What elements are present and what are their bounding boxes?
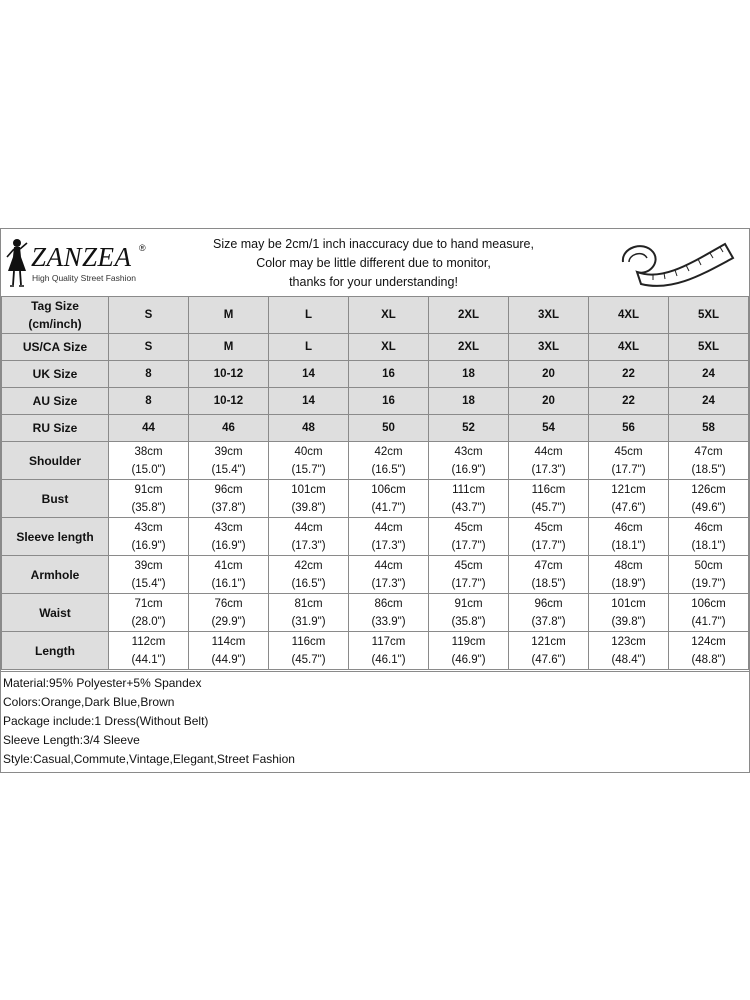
tag-size-header: Tag Size (cm/inch) — [2, 297, 109, 334]
inch-value: (17.7") — [451, 577, 486, 590]
measurement-cell — [189, 632, 269, 670]
cm-value: 47cm — [534, 559, 563, 572]
inch-value: (48.4") — [611, 653, 646, 666]
measurement-cell — [509, 480, 589, 518]
measurement-cell — [189, 556, 269, 594]
inch-value: (29.9") — [211, 615, 246, 628]
measurement-cell — [509, 442, 589, 480]
inch-value: (19.7") — [691, 577, 726, 590]
measurement-cell — [269, 556, 349, 594]
measurement-cell — [589, 594, 669, 632]
inch-value: (41.7") — [691, 615, 726, 628]
inch-value: (16.1") — [211, 577, 246, 590]
cm-value: 43cm — [454, 445, 483, 458]
inch-value: (17.3") — [371, 577, 406, 590]
cm-value: 106cm — [371, 483, 406, 496]
cm-value: 119cm — [451, 635, 486, 648]
inch-value: (15.0") — [131, 463, 166, 476]
cm-value: 43cm — [134, 521, 163, 534]
inch-value: (18.1") — [611, 539, 646, 552]
size-code-row — [2, 361, 749, 388]
row-label: Length — [2, 632, 109, 670]
measurement-cell — [589, 442, 669, 480]
size-code-cell: 56 — [589, 415, 669, 442]
measurement-cell — [269, 480, 349, 518]
inch-value: (45.7") — [291, 653, 326, 666]
inch-value: (41.7") — [371, 501, 406, 514]
cm-value: 43cm — [214, 521, 243, 534]
cm-value: 101cm — [611, 597, 646, 610]
size-code-row — [2, 388, 749, 415]
cm-value: 38cm — [134, 445, 163, 458]
size-code-cell: 3XL — [509, 334, 589, 361]
inch-value: (17.7") — [531, 539, 566, 552]
size-code-cell: 44 — [109, 415, 189, 442]
inch-value: (44.9") — [211, 653, 246, 666]
size-code-cell: 18 — [429, 388, 509, 415]
cm-value: 44cm — [374, 559, 403, 572]
measuring-tape-icon — [613, 232, 739, 292]
cm-value: 121cm — [611, 483, 646, 496]
cm-value: 121cm — [531, 635, 566, 648]
inch-value: (16.5") — [291, 577, 326, 590]
cm-value: 86cm — [374, 597, 403, 610]
cm-value: 48cm — [614, 559, 643, 572]
cm-value: 46cm — [694, 521, 723, 534]
row-label: US/CA Size — [2, 334, 109, 361]
cm-value: 50cm — [694, 559, 723, 572]
size-code-cell: 52 — [429, 415, 509, 442]
size-header-cell: L — [269, 297, 349, 334]
product-details — [1, 671, 749, 772]
cm-value: 76cm — [214, 597, 243, 610]
inch-value: (17.7") — [451, 539, 486, 552]
inch-value: (37.8") — [211, 501, 246, 514]
size-code-cell: 2XL — [429, 334, 509, 361]
size-code-cell: 50 — [349, 415, 429, 442]
inch-value: (45.7") — [531, 501, 566, 514]
size-code-cell: 46 — [189, 415, 269, 442]
measurement-cell — [589, 518, 669, 556]
inch-value: (16.9") — [131, 539, 166, 552]
cm-value: 114cm — [211, 635, 246, 648]
measurement-cell — [109, 556, 189, 594]
row-label: UK Size — [2, 361, 109, 388]
size-code-cell: 20 — [509, 361, 589, 388]
measurement-cell — [429, 480, 509, 518]
size-code-cell: 4XL — [589, 334, 669, 361]
row-label: RU Size — [2, 415, 109, 442]
measurement-cell — [189, 594, 269, 632]
measurement-cell — [429, 632, 509, 670]
size-code-cell: 10-12 — [189, 388, 269, 415]
measurement-cell — [189, 480, 269, 518]
inch-value: (18.1") — [691, 539, 726, 552]
size-header-cell: M — [189, 297, 269, 334]
size-code-cell: S — [109, 334, 189, 361]
size-header-cell: 4XL — [589, 297, 669, 334]
cm-value: 39cm — [214, 445, 243, 458]
size-header-cell: S — [109, 297, 189, 334]
measurement-cell — [109, 480, 189, 518]
inch-value: (39.8") — [291, 501, 326, 514]
size-code-cell: M — [189, 334, 269, 361]
row-label: AU Size — [2, 388, 109, 415]
size-code-cell: 5XL — [669, 334, 749, 361]
inch-value: (47.6") — [611, 501, 646, 514]
cm-value: 71cm — [134, 597, 163, 610]
measurement-row — [2, 518, 749, 556]
cm-value: 40cm — [294, 445, 323, 458]
inch-value: (48.8") — [691, 653, 726, 666]
measurement-row — [2, 594, 749, 632]
inch-value: (16.5") — [371, 463, 406, 476]
measurement-cell — [509, 518, 589, 556]
measurement-cell — [509, 594, 589, 632]
measurement-row — [2, 556, 749, 594]
cm-value: 101cm — [291, 483, 326, 496]
size-code-cell: 8 — [109, 388, 189, 415]
detail-material: Material:95% Polyester+5% Spandex — [3, 676, 202, 690]
inch-value: (16.9") — [451, 463, 486, 476]
size-header-cell: 3XL — [509, 297, 589, 334]
size-code-cell: 22 — [589, 388, 669, 415]
size-header-cell: 5XL — [669, 297, 749, 334]
size-code-row — [2, 415, 749, 442]
size-chart — [0, 228, 750, 773]
size-code-cell: L — [269, 334, 349, 361]
measurement-cell — [349, 594, 429, 632]
size-code-cell: 14 — [269, 361, 349, 388]
cm-value: 42cm — [294, 559, 323, 572]
inch-value: (18.9") — [611, 577, 646, 590]
inch-value: (28.0") — [131, 615, 166, 628]
registered-mark: ® — [139, 243, 146, 253]
measurement-cell — [589, 556, 669, 594]
measurement-cell — [429, 518, 509, 556]
size-code-cell: 58 — [669, 415, 749, 442]
cm-value: 124cm — [691, 635, 726, 648]
cm-value: 41cm — [214, 559, 243, 572]
measurement-cell — [589, 480, 669, 518]
cm-value: 96cm — [534, 597, 563, 610]
row-label: Armhole — [2, 556, 109, 594]
inch-value: (16.9") — [211, 539, 246, 552]
size-code-cell: 54 — [509, 415, 589, 442]
measurement-cell — [269, 594, 349, 632]
row-label: Waist — [2, 594, 109, 632]
cm-value: 45cm — [534, 521, 563, 534]
inch-value: (17.7") — [611, 463, 646, 476]
measurement-cell — [269, 518, 349, 556]
measurement-row — [2, 442, 749, 480]
inch-value: (17.3") — [291, 539, 326, 552]
measurement-cell — [429, 556, 509, 594]
inch-value: (35.8") — [451, 615, 486, 628]
inch-value: (31.9") — [291, 615, 326, 628]
measurement-cell — [429, 594, 509, 632]
measurement-cell — [349, 556, 429, 594]
size-code-cell: 22 — [589, 361, 669, 388]
cm-value: 111cm — [452, 483, 485, 496]
cm-value: 46cm — [614, 521, 643, 534]
cm-value: 44cm — [534, 445, 563, 458]
cm-value: 45cm — [614, 445, 643, 458]
cm-value: 123cm — [611, 635, 646, 648]
inch-value: (49.6") — [691, 501, 726, 514]
measurement-cell — [349, 480, 429, 518]
detail-colors: Colors:Orange,Dark Blue,Brown — [3, 695, 175, 709]
cm-value: 44cm — [374, 521, 403, 534]
size-code-cell: 14 — [269, 388, 349, 415]
measurement-cell — [429, 442, 509, 480]
measurement-cell — [349, 632, 429, 670]
size-code-cell: 20 — [509, 388, 589, 415]
row-label: Sleeve length — [2, 518, 109, 556]
inch-value: (15.7") — [291, 463, 326, 476]
measurement-row — [2, 632, 749, 670]
notice-line: thanks for your understanding! — [289, 275, 458, 289]
inch-value: (44.1") — [131, 653, 166, 666]
measurement-cell — [109, 632, 189, 670]
detail-package: Package include:1 Dress(Without Belt) — [3, 714, 209, 728]
size-code-row — [2, 334, 749, 361]
measurement-cell — [269, 442, 349, 480]
cm-value: 39cm — [134, 559, 163, 572]
measurement-cell — [509, 556, 589, 594]
inch-value: (18.5") — [531, 577, 566, 590]
measurement-cell — [269, 632, 349, 670]
size-code-cell: 16 — [349, 361, 429, 388]
inch-value: (37.8") — [531, 615, 566, 628]
brand-logo — [5, 235, 155, 291]
measurement-cell — [109, 442, 189, 480]
measurement-cell — [669, 594, 749, 632]
size-code-cell: 10-12 — [189, 361, 269, 388]
inch-value: (18.5") — [691, 463, 726, 476]
inch-value: (15.4") — [211, 463, 246, 476]
measurement-cell — [349, 442, 429, 480]
measurement-cell — [589, 632, 669, 670]
cm-value: 126cm — [691, 483, 726, 496]
measurement-cell — [189, 518, 269, 556]
inch-value: (15.4") — [131, 577, 166, 590]
cm-value: 112cm — [131, 635, 166, 648]
inch-value: (39.8") — [611, 615, 646, 628]
chart-header — [1, 229, 749, 295]
row-label: Shoulder — [2, 442, 109, 480]
brand-name: ZANZEA — [31, 242, 132, 272]
inch-value: (46.1") — [371, 653, 406, 666]
woman-silhouette-icon — [5, 237, 29, 289]
detail-style: Style:Casual,Commute,Vintage,Elegant,Street Fashion — [3, 752, 295, 766]
measurement-cell — [669, 518, 749, 556]
measurement-cell — [189, 442, 269, 480]
measurement-cell — [669, 556, 749, 594]
row-label: Bust — [2, 480, 109, 518]
size-header-cell: 2XL — [429, 297, 509, 334]
cm-value: 117cm — [371, 635, 406, 648]
inch-value: (17.3") — [531, 463, 566, 476]
measurement-cell — [669, 480, 749, 518]
tag-size-row — [2, 297, 749, 334]
inch-value: (46.9") — [451, 653, 486, 666]
measurement-row — [2, 480, 749, 518]
size-code-cell: XL — [349, 334, 429, 361]
cm-value: 96cm — [214, 483, 243, 496]
cm-value: 91cm — [134, 483, 163, 496]
measurement-cell — [109, 594, 189, 632]
notice-line: Size may be 2cm/1 inch inaccuracy due to hand measure, — [212, 237, 534, 251]
notice-line: Color may be little different due to monitor, — [256, 256, 491, 270]
inch-value: (47.6") — [531, 653, 566, 666]
measurement-cell — [349, 518, 429, 556]
cm-value: 47cm — [694, 445, 723, 458]
cm-value: 91cm — [454, 597, 483, 610]
cm-value: 81cm — [294, 597, 323, 610]
brand-tagline: High Quality Street Fashion — [32, 273, 136, 283]
cm-value: 116cm — [531, 483, 566, 496]
cm-value: 42cm — [374, 445, 403, 458]
inch-value: (33.9") — [371, 615, 406, 628]
size-table — [1, 296, 749, 670]
measurement-notice — [171, 235, 576, 292]
measurement-cell — [669, 442, 749, 480]
measurement-cell — [509, 632, 589, 670]
size-code-cell: 8 — [109, 361, 189, 388]
size-code-cell: 18 — [429, 361, 509, 388]
size-code-cell: 48 — [269, 415, 349, 442]
cm-value: 45cm — [454, 521, 483, 534]
cm-value: 44cm — [294, 521, 323, 534]
cm-value: 106cm — [691, 597, 726, 610]
size-code-cell: 24 — [669, 361, 749, 388]
inch-value: (17.3") — [371, 539, 406, 552]
measurement-cell — [109, 518, 189, 556]
measurement-cell — [669, 632, 749, 670]
inch-value: (43.7") — [451, 501, 486, 514]
inch-value: (35.8") — [131, 501, 166, 514]
size-code-cell: 16 — [349, 388, 429, 415]
size-code-cell: 24 — [669, 388, 749, 415]
size-header-cell: XL — [349, 297, 429, 334]
cm-value: 45cm — [454, 559, 483, 572]
detail-sleeve-length: Sleeve Length:3/4 Sleeve — [3, 733, 140, 747]
cm-value: 116cm — [291, 635, 326, 648]
